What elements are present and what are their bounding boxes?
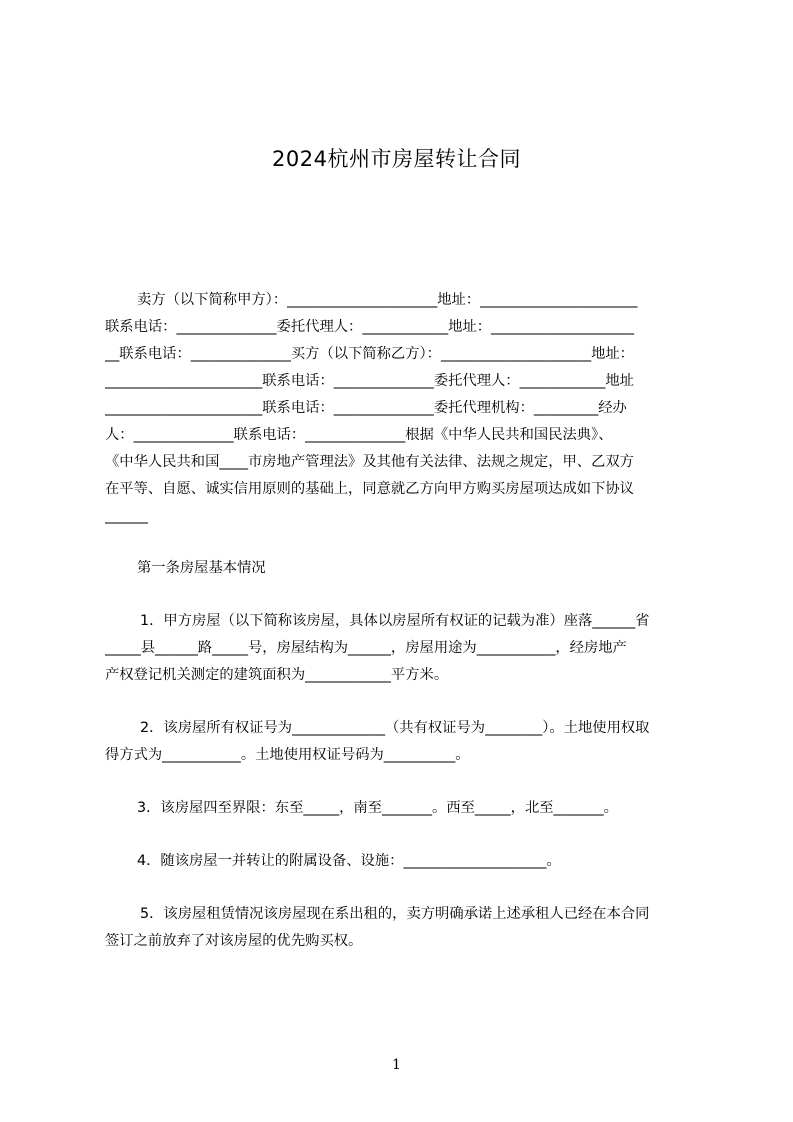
intro-line: 联系电话：______________委托代理人：____________地址：____________________ (105, 319, 634, 335)
clause-1-line: _____县______路_____号，房屋结构为______，房屋用途为___________，经房地产 (105, 640, 627, 656)
intro-line: __联系电话：______________买方（以下简称乙方）：_____________________地址： (105, 346, 634, 362)
clause-3-line: 3．该房屋四至界限：东至_____，南至_______。西至_____，北至_______。 (137, 800, 618, 816)
clause-4-line: 4．随该房屋一并转让的附属设备、设施：____________________。 (137, 853, 561, 869)
clause-1-line: 1．甲方房屋（以下简称该房屋，具体以房屋所有权证的记载为准）座落______省 (140, 613, 650, 629)
clause-2-line: 2．该房屋所有权证号为_____________（共有权证号为________）。土地使用权取 (140, 720, 650, 736)
clause-1-line: 产权登记机关测定的建筑面积为____________平方米。 (105, 667, 449, 683)
intro-line: ______ (105, 508, 148, 524)
clause-2-line: 得方式为___________。土地使用权证号码为__________。 (105, 747, 470, 763)
intro-line: 人：______________联系电话：______________根据《中华人民共和国民法典》、 (105, 427, 613, 443)
intro-line: ______________________联系电话：______________委托代理机构：_________经办 (105, 400, 627, 416)
page-title: 2024杭州市房屋转让合同 (272, 147, 521, 171)
clause-5-line: 5．该房屋租赁情况该房屋现在系出租的，卖方明确承诺上述承租人已经在本合同 (140, 906, 650, 922)
intro-line: 《中华人民共和国____市房地产管理法》及其他有关法律、法规之规定，甲、乙双方 (105, 454, 634, 470)
section-heading: 第一条房屋基本情况 (137, 560, 266, 576)
intro-line: 卖方（以下简称甲方）：_____________________地址：______________________ (137, 292, 638, 308)
intro-line: ______________________联系电话：______________委托代理人：____________地址 (105, 373, 634, 389)
intro-line: 在平等、自愿、诚实信用原则的基础上，同意就乙方向甲方购买房屋项达成如下协议 (105, 481, 634, 497)
page-number: 1 (392, 1057, 401, 1073)
clause-5-line: 签订之前放弃了对该房屋的优先购买权。 (105, 933, 363, 949)
